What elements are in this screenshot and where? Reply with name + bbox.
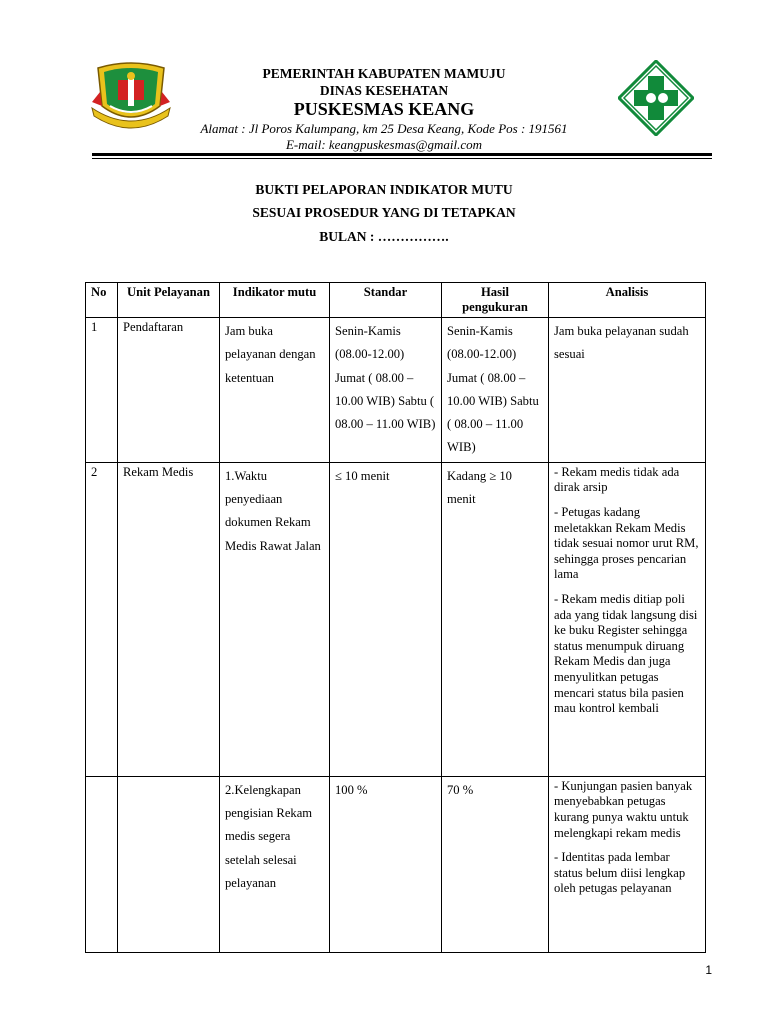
- document-title: BUKTI PELAPORAN INDIKATOR MUTU: [255, 182, 513, 197]
- header-hasil: Hasil pengukuran: [442, 283, 549, 318]
- cell-standar: 100 %: [330, 776, 442, 952]
- header-government: PEMERINTAH KABUPATEN MAMUJU: [262, 66, 506, 81]
- cell-hasil: Senin-Kamis (08.00-12.00) Jumat ( 08.00 – 10.00 WIB) Sabtu ( 08.00 – 11.00 WIB): [442, 318, 549, 463]
- cell-hasil: 70 %: [442, 776, 549, 952]
- analisis-point: - Petugas kadang meletakkan Rekam Medis tidak sesuai nomor urut RM, sehingga proses pencarian lama: [554, 504, 699, 582]
- cell-indikator: Jam buka pelayanan dengan ketentuan: [220, 318, 330, 463]
- table-row: [86, 318, 706, 463]
- cell-unit: [118, 776, 220, 952]
- analisis-point: - Kunjungan pasien banyak menyebabkan petugas kurang punya waktu untuk melengkapi rekam medis: [554, 778, 693, 840]
- cell-unit: Rekam Medis: [118, 462, 220, 776]
- cell-analisis: Jam buka pelayanan sudah sesuai: [549, 318, 706, 463]
- cell-indikator: 2.Kelengkapan pengisian Rekam medis segera setelah selesai pelayanan: [220, 776, 330, 952]
- table-header-row: [86, 283, 706, 318]
- cell-standar: Senin-Kamis (08.00-12.00) Jumat ( 08.00 – 10.00 WIB) Sabtu ( 08.00 – 11.00 WIB): [330, 318, 442, 463]
- header-divider-thick: [92, 153, 712, 156]
- header-no: No: [86, 283, 118, 318]
- header-indikator: Indikator mutu: [220, 283, 330, 318]
- page-number: 1: [705, 963, 712, 977]
- cell-indikator: 1.Waktu penyediaan dokumen Rekam Medis Rawat Jalan: [220, 462, 330, 776]
- header-analisis: Analisis: [549, 283, 706, 318]
- quality-indicator-table: [85, 282, 706, 953]
- table-row: [86, 462, 706, 776]
- cell-hasil: Kadang ≥ 10 menit: [442, 462, 549, 776]
- header-unit: Unit Pelayanan: [118, 283, 220, 318]
- header-address: Alamat : Jl Poros Kalumpang, km 25 Desa Keang, Kode Pos : 191561: [200, 121, 568, 136]
- header-standar: Standar: [330, 283, 442, 318]
- table-row: [86, 776, 706, 952]
- header-institution: PUSKESMAS KEANG: [293, 99, 475, 119]
- analisis-point: - Rekam medis ditiap poli ada yang tidak langsung disi ke buku Register sehingga status menumpuk diruang Rekam Medis dan juga menyulitkan petugas mencari status bila pasien mau kontrol kembali: [554, 591, 698, 716]
- cell-standar: ≤ 10 menit: [330, 462, 442, 776]
- document-subtitle: SESUAI PROSEDUR YANG DI TETAPKAN: [252, 205, 516, 220]
- header-divider-thin: [92, 158, 712, 159]
- analisis-point: - Identitas pada lembar status belum diisi lengkap oleh petugas pelayanan: [554, 850, 686, 896]
- cell-analisis: [549, 776, 706, 952]
- cell-unit: Pendaftaran: [118, 318, 220, 463]
- cell-no: 2: [86, 462, 118, 776]
- header-email: E-mail: keangpuskesmas@gmail.com: [285, 137, 483, 152]
- analisis-point: - Rekam medis tidak ada dirak arsip: [554, 464, 680, 495]
- header-department: DINAS KESEHATAN: [319, 83, 449, 98]
- cell-analisis: [549, 462, 706, 776]
- document-month: BULAN : …………….: [319, 229, 449, 244]
- cell-no: [86, 776, 118, 952]
- cell-no: 1: [86, 318, 118, 463]
